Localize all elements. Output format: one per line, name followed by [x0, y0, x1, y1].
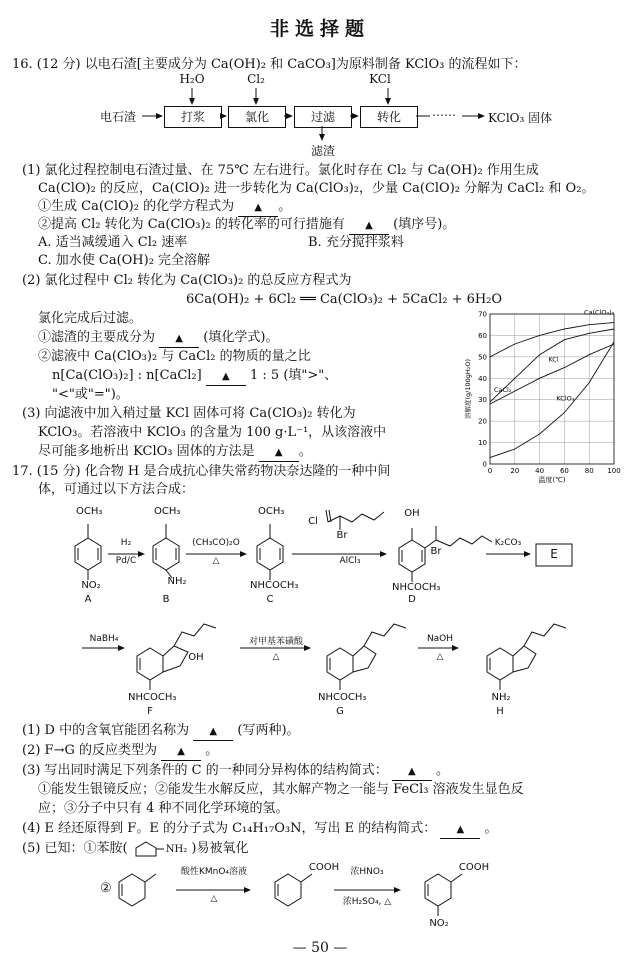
- x-tick-label: 80: [584, 467, 594, 475]
- q16-p2-sub1-tail: (填化学式)。: [203, 330, 279, 345]
- q16-p2-line1: (2) 氯化过程中 Cl₂ 转化为 Ca(ClO₃)₂ 的总反应方程式为: [22, 273, 352, 288]
- f-oh-label: OH: [188, 652, 204, 663]
- compound-e-label: E: [550, 547, 558, 561]
- q16-p2-sub2a: ②滤液中 Ca(ClO₃)₂ 与 CaCl₂ 的物质的量之比: [38, 349, 311, 364]
- cooh-label-2: COOH: [458, 862, 490, 873]
- cooh-label-1: COOH: [308, 862, 340, 873]
- answer-blank: ▲: [206, 368, 246, 386]
- acyl-chloride-structure: [326, 510, 384, 530]
- q16-p1-sub1-text: ①生成 Ca(ClO)₂ 的化学方程式为: [38, 199, 235, 214]
- q16-option-c: C. 加水使 Ca(OH)₂ 完全溶解: [38, 253, 211, 268]
- flow-end: KClO₃ 固体: [488, 111, 553, 125]
- q17-intro2: 体，可通过以下方法合成：: [38, 482, 195, 497]
- q16-p2-equation: 6Ca(OH)₂ + 6Cl₂ ══ Ca(ClO₃)₂ + 5CaCl₂ + 6H₂O: [186, 292, 503, 307]
- q5b-r1-top: 酸性KMnO₄溶液: [180, 867, 248, 877]
- compound-d-structure: [399, 526, 492, 582]
- no2-label: NO₂: [429, 918, 449, 929]
- q5b-r1-bot: △: [210, 894, 218, 904]
- flow-reagent-kcl: KCl: [369, 72, 391, 86]
- flow-reagent-cl2: Cl₂: [247, 72, 265, 86]
- y-tick-label: 30: [478, 396, 487, 405]
- q17-q1-tail: (写两种)。: [237, 723, 300, 738]
- q17-q3-cond2: 应；③分子中只有 4 种不同化学环境的氢。: [38, 801, 289, 816]
- q17-q5a: [22, 840, 248, 858]
- q16-p2-sub1: [38, 329, 278, 348]
- series-label: CaCl₂: [494, 385, 512, 394]
- q16-p2-sub2b-tail: 1 : 5 (填">"、: [250, 368, 338, 383]
- x-tick-label: 100: [607, 467, 621, 475]
- fg-reagent-top: 对甲基苯磺酸: [248, 637, 303, 647]
- answer-blank: ▲: [259, 444, 299, 462]
- flow-step-filter: 过滤: [294, 106, 352, 128]
- q17-q2: [22, 742, 218, 761]
- f-nhcoch3-label: NHCOCH₃: [128, 692, 177, 703]
- gh-reagent-top: NaOH: [426, 634, 454, 644]
- q16-p1-sub1: ①生成 Ca(ClO)₂ 的化学方程式为 ▲ 。: [38, 198, 291, 217]
- compound-a-label: A: [84, 594, 92, 605]
- page-number: — 50 —: [292, 940, 348, 956]
- b-och3-label: OCH₃: [154, 506, 181, 517]
- q16-p2-sub1-text: ①滤渣的主要成分为: [38, 330, 156, 345]
- q17-q3-tail: 。: [436, 763, 450, 778]
- bc-reagent-top: (CH₃CO)₂O: [192, 538, 240, 548]
- bc-reagent-bot: △: [212, 556, 220, 566]
- solubility-chart: [462, 306, 632, 486]
- x-tick-label: 60: [559, 467, 569, 475]
- h-nh2-label: NH₂: [491, 692, 511, 703]
- answer-blank: ▲: [440, 821, 480, 839]
- q16-p1-sub2: [38, 216, 455, 235]
- answer-blank: ▲: [238, 199, 278, 217]
- answer-blank: ▲: [159, 330, 199, 348]
- flow-arrows: [0, 0, 640, 170]
- flow-step-convert: 转化: [360, 106, 418, 128]
- flow-dots: ……: [432, 105, 456, 119]
- acyl-br-label: Br: [336, 530, 348, 541]
- section-title: 非选择题: [269, 18, 370, 40]
- q16-p3-line1: (3) 向滤液中加入稍过量 KCl 固体可将 Ca(ClO₃)₂ 转化为: [22, 406, 356, 421]
- y-tick-label: 20: [478, 417, 487, 426]
- aniline-nh2-label: NH₂: [165, 844, 188, 855]
- q16-p1-line2: Ca(ClO)₂ 的反应，Ca(ClO)₂ 进一步转化为 Ca(ClO₃)₂，少量 Ca(ClO)₂ 分解为 CaCl₂ 和 O₂。: [38, 181, 595, 196]
- compound-g-label: G: [336, 706, 344, 717]
- flow-step-chlorinate: 氯化: [228, 106, 286, 128]
- cd-reagent-bot: AlCl₃: [339, 556, 361, 566]
- compound-f-label: F: [147, 706, 153, 717]
- series-label: Ca(ClO₃)₂: [584, 308, 615, 317]
- q17-q2-tail: 。: [205, 743, 219, 758]
- answer-blank: ▲: [349, 217, 389, 235]
- a-och3-label: OCH₃: [76, 506, 103, 517]
- q17-q5a-tail: )易被氧化: [191, 841, 249, 856]
- a-no2-label: NO₂: [81, 580, 101, 591]
- q16-p3-line3-text: 尽可能多地析出 KClO₃ 固体的方法是: [38, 444, 255, 459]
- flow-step-slurry: 打浆: [164, 106, 222, 128]
- q17-q1: [22, 722, 300, 741]
- series-line: [490, 344, 614, 404]
- compound-h-structure: [487, 624, 566, 690]
- x-tick-label: 40: [535, 467, 545, 475]
- q16-intro: 16. (12 分) 以电石渣[主要成分为 Ca(OH)₂ 和 CaCO₃]为原料制备 KClO₃ 的流程如下：: [12, 57, 527, 72]
- y-tick-label: 60: [478, 331, 487, 340]
- acyl-cl-label: Cl: [308, 516, 318, 527]
- y-tick-label: 10: [478, 439, 487, 448]
- q17-q4-text: (4) E 经还原得到 F。E 的分子式为 C₁₄H₁₇O₃N，写出 E 的结构简式：: [22, 821, 437, 836]
- ab-reagent-bot: Pd/C: [115, 556, 137, 566]
- compound-d-label: D: [408, 594, 416, 605]
- ab-reagent-top: H₂: [120, 538, 132, 548]
- y-axis-label: 溶解度(g/100gH₂O): [464, 358, 472, 420]
- compound-c-structure: [257, 524, 283, 580]
- series-label: KCl: [548, 355, 559, 364]
- y-tick-label: 40: [478, 374, 487, 383]
- c-och3-label: OCH₃: [258, 506, 285, 517]
- compound-g-structure: [327, 624, 406, 690]
- gh-reagent-bot: △: [436, 652, 444, 662]
- q17-q3-cond1: ①能发生银镜反应；②能发生水解反应，其水解产物之一能与 FeCl₃ 溶液发生显色反: [38, 782, 524, 797]
- compound-h-label: H: [496, 706, 504, 717]
- flow-residue: 滤渣: [310, 144, 335, 158]
- q17-intro1: 17. (15 分) 化合物 H 是合成抗心律失常药物决奈达隆的一种中间: [12, 464, 391, 479]
- answer-blank: ▲: [193, 723, 233, 741]
- d-br-label: Br: [430, 546, 442, 557]
- q16-p1-sub2-text: ②提高 Cl₂ 转化为 Ca(ClO₃)₂ 的转化率的可行措施有: [38, 217, 345, 232]
- x-tick-label: 0: [487, 467, 493, 475]
- compound-a-structure: [75, 524, 101, 580]
- q17-q4: [22, 820, 498, 839]
- g-nhcoch3-label: NHCOCH₃: [318, 692, 367, 703]
- answer-blank: ▲: [392, 763, 432, 781]
- q17-q1-text: (1) D 中的含氧官能团名称为: [22, 723, 190, 738]
- d-oh-label: OH: [404, 508, 420, 519]
- q16-p2-sub2c: "<"或"=")。: [52, 387, 129, 402]
- x-tick-label: 20: [510, 467, 520, 475]
- q5b-r2-top: 浓HNO₃: [350, 867, 384, 877]
- series-label: KClO₃: [556, 394, 575, 403]
- compound-c-label: C: [266, 594, 274, 605]
- q16-option-a: A. 适当减缓通入 Cl₂ 速率: [38, 235, 188, 250]
- q17-q3-text: (3) 写出同时满足下列条件的 C 的一种同分异构体的结构简式：: [22, 763, 388, 778]
- q16-p2-line2: 氯化完成后过滤。: [38, 311, 143, 326]
- x-axis-label: 温度(℃): [538, 476, 566, 484]
- q16-p3-line2: KClO₃。若溶液中 KClO₃ 的含量为 100 g·L⁻¹，从该溶液中: [38, 425, 387, 440]
- d-nhcoch3-label: NHCOCH₃: [392, 582, 441, 593]
- q17-q5b-num: ②: [100, 881, 112, 896]
- y-tick-label: 0: [482, 460, 487, 469]
- synthesis-row-2: [0, 610, 640, 720]
- q17-q2-text: (2) F→G 的反应类型为: [22, 743, 157, 758]
- compound-b-label: B: [162, 594, 170, 605]
- q16-p1-sub2-tail: (填序号)。: [393, 217, 456, 232]
- flow-reagent-h2o: H₂O: [179, 72, 205, 86]
- answer-blank: ▲: [161, 743, 201, 761]
- q5b-r2-bot: 浓H₂SO₄, △: [342, 897, 392, 907]
- flow-start: 电石渣: [100, 110, 137, 124]
- q16-p2-sub2b-text: n[Ca(ClO₃)₂] : n[CaCl₂]: [52, 368, 202, 383]
- de-reagent-top: K₂CO₃: [494, 538, 522, 548]
- c-nhcoch3-label: NHCOCH₃: [250, 580, 299, 591]
- q16-option-b: B. 充分搅拌浆料: [308, 235, 404, 250]
- y-tick-label: 50: [478, 353, 487, 362]
- q16-p2-sub2b: [52, 367, 337, 386]
- ef-reagent-top: NaBH₄: [89, 634, 119, 644]
- y-tick-label: 70: [478, 310, 487, 319]
- q17-q5a-text: (5) 已知：①苯胺(: [22, 841, 128, 856]
- fg-reagent-bot: △: [272, 652, 280, 662]
- compound-b-structure: [153, 524, 179, 578]
- b-nh2-label: NH₂: [167, 576, 187, 587]
- q17-q4-tail: 。: [484, 821, 498, 836]
- q17-q3: [22, 762, 449, 781]
- q16-p3-line3: 尽可能多地析出 KClO₃ 固体的方法是 ▲ 。: [38, 443, 312, 462]
- q16-p1-line1: (1) 氯化过程控制电石渣过量、在 75℃ 左右进行。氯化时存在 Cl₂ 与 Ca(OH)₂ 作用生成: [22, 163, 539, 178]
